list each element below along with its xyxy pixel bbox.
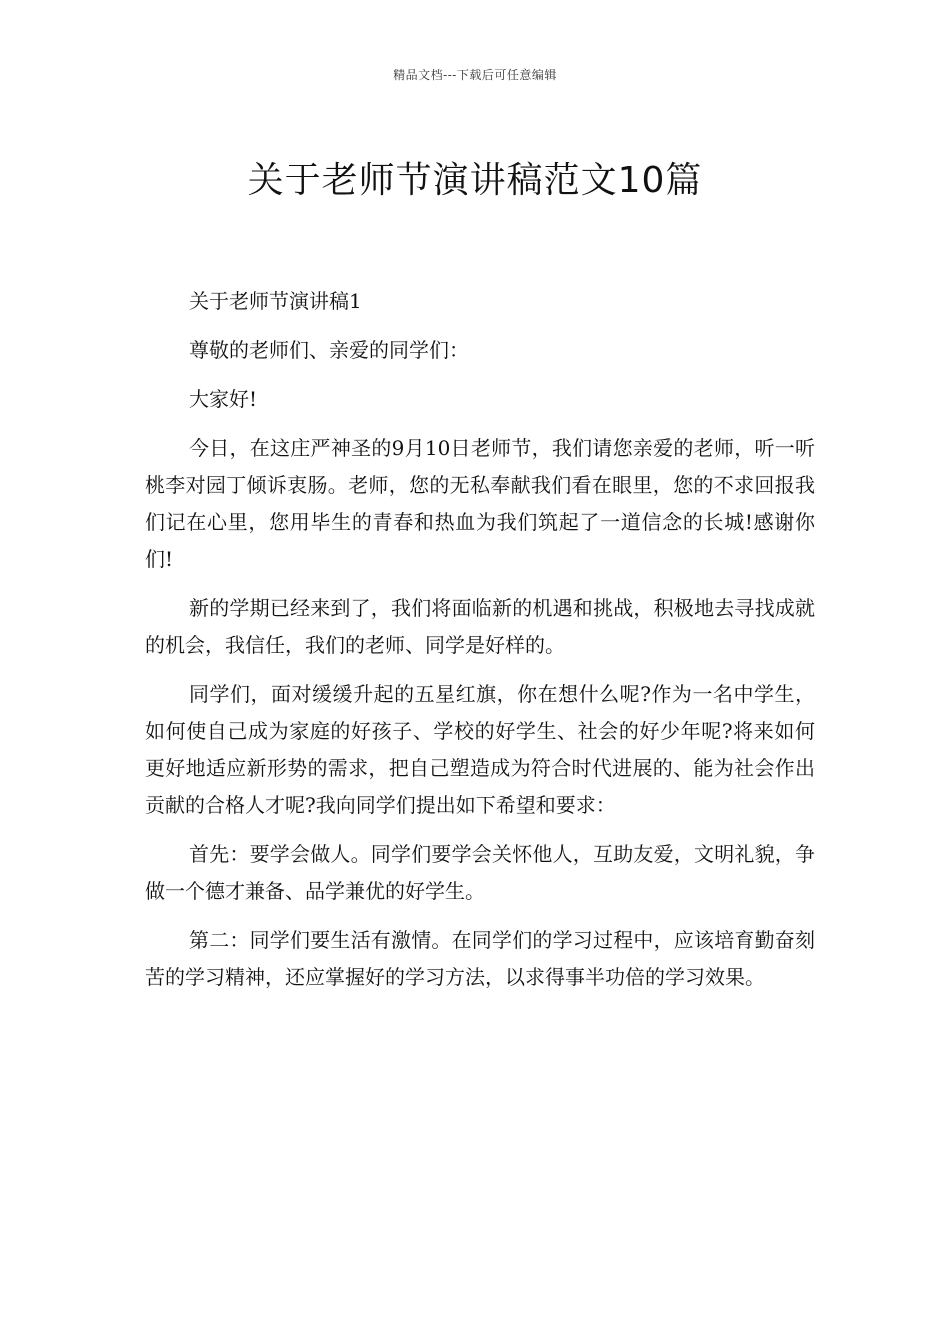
document-title: 关于老师节演讲稿范文10篇	[247, 160, 703, 202]
body-paragraph: 第二：同学们要生活有激情。在同学们的学习过程中，应该培育勤奋刻苦的学习精神，还应掌握好的学习方法，以求得事半功倍的学习效果。	[145, 928, 815, 989]
body-paragraph: 同学们，面对缓缓升起的五星红旗，你在想什么呢?作为一名中学生，如何使自己成为家庭的好孩子、学校的好学生、社会的好少年呢?将来如何更好地适应新形势的需求，把自己塑造成为符合时代进展的、能为社会作出贡献的合格人才呢?我向同学们提出如下希望和要求：	[145, 682, 815, 817]
body-paragraph: 新的学期已经来到了，我们将面临新的机遇和挑战，积极地去寻找成就的机会，我信任，我们的老师、同学是好样的。	[145, 596, 815, 657]
body-paragraph: 首先：要学会做人。同学们要学会关怀他人，互助友爱，文明礼貌，争做一个德才兼备、品学兼优的好学生。	[145, 842, 815, 903]
body-paragraph: 今日，在这庄严神圣的9月10日老师节，我们请您亲爱的老师，听一听桃李对园丁倾诉衷肠。老师，您的无私奉献我们看在眼里，您的不求回报我们记在心里，您用毕生的青春和热血为我们筑起了一道信念的长城!感谢你们!	[145, 436, 815, 571]
salutation: 尊敬的老师们、亲爱的同学们：	[189, 338, 469, 362]
header-note: 精品文档---下载后可任意编辑	[393, 68, 557, 82]
speech-subtitle: 关于老师节演讲稿1	[189, 289, 362, 313]
document-body	[145, 283, 815, 1008]
greeting: 大家好!	[189, 387, 258, 411]
